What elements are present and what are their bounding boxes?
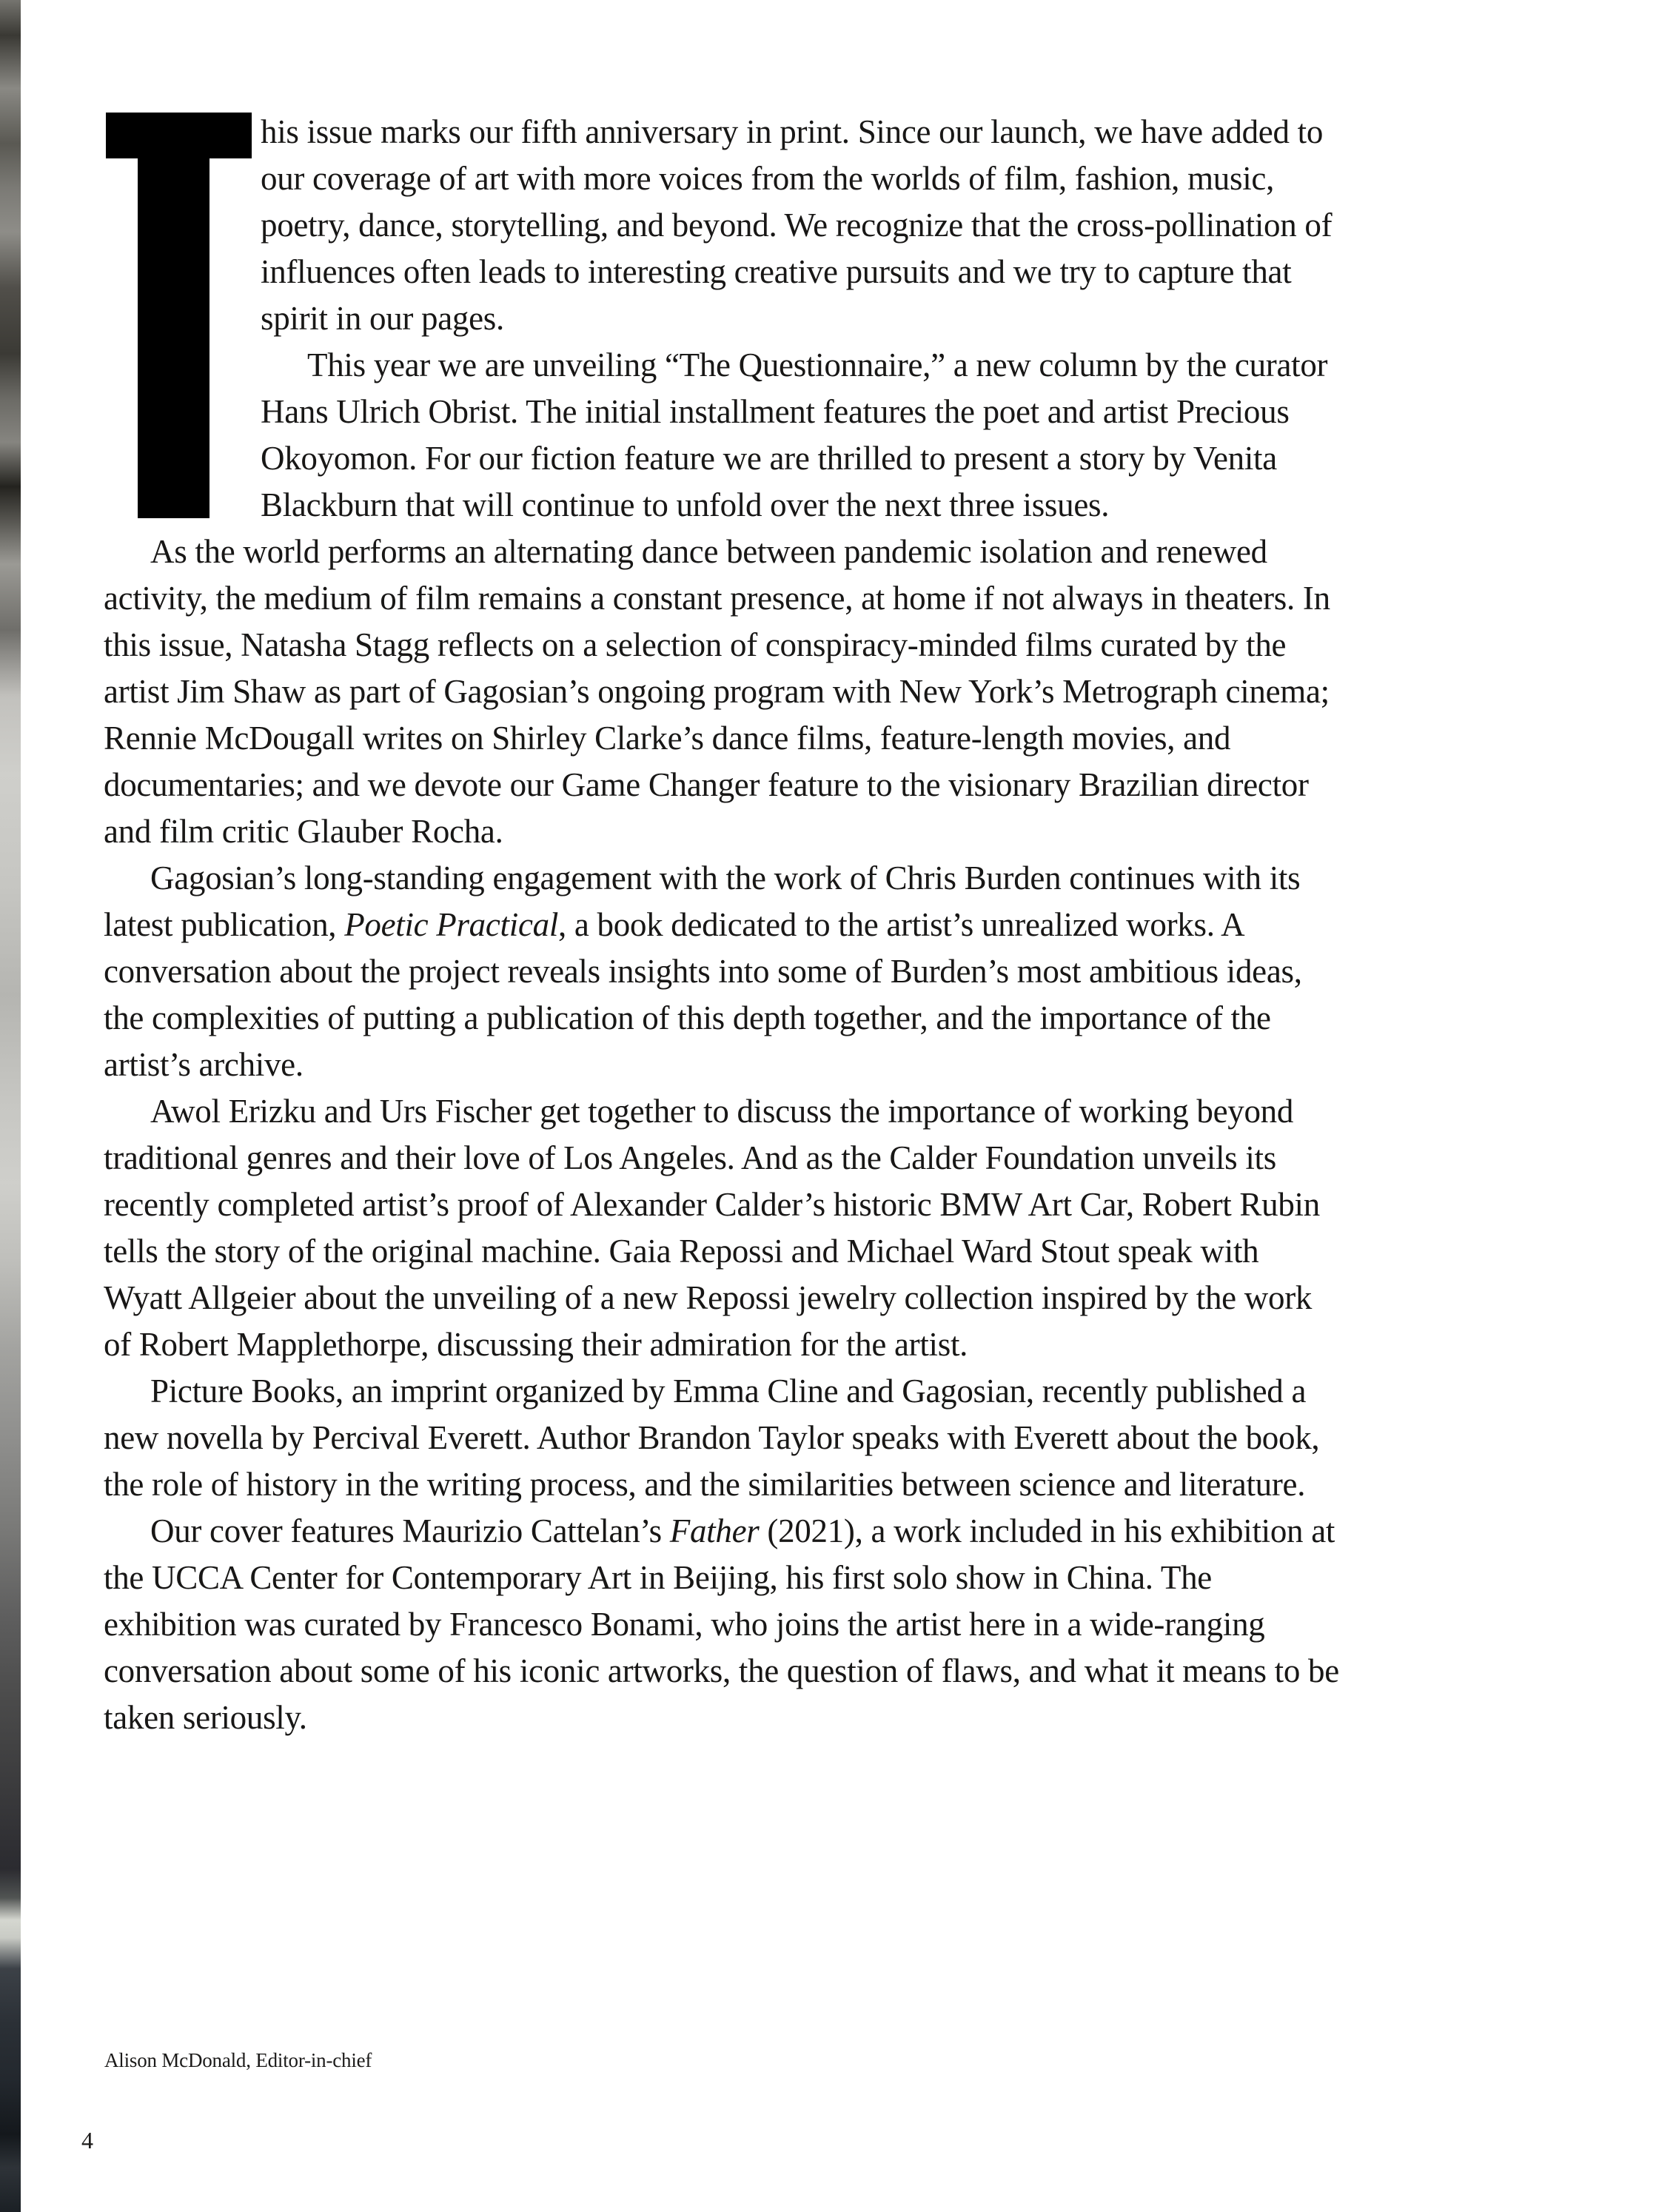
body-paragraph [104, 855, 1341, 1088]
text-segment: (2021), a work included in his exhibition at the UCCA Center for Contemporary Art in Beijing, his first solo show in China. The exhibition was curated by Francesco Bonami, who joins the artist here in a wide-ranging conversation about some of his iconic artworks, the question of flaws, and what it means to be taken seriously. [104, 1512, 1339, 1736]
text-segment: Picture Books, an imprint organized by Emma Cline and Gagosian, recently published a new novella by Percival Everett. Author Brandon Taylor speaks with Everett about the book, the role of history in the writing process, and the similarities between science and literature. [104, 1373, 1320, 1503]
left-edge-photo-strip [0, 0, 21, 2212]
body-paragraph [104, 529, 1341, 855]
body-paragraph [104, 1088, 1341, 1368]
text-segment: , a book dedicated to the artist’s unrealized works. A conversation about the project reveals insights into some of Burden’s most ambitious ideas, the complexities of putting a publication of this depth together, and the importance of the artist’s archive. [104, 906, 1302, 1083]
text-segment: This year we are unveiling “The Questionnaire,” a new column by the curator Hans Ulrich Obrist. The initial installment features the poet and artist Precious Okoyomon. For our fiction feature we are thrilled to present a story by Venita Blackburn that will continue to unfold over the next three issues. [261, 346, 1328, 523]
editor-letter-body [104, 109, 1341, 1741]
body-paragraph [104, 1368, 1341, 1508]
drop-cap-stem [138, 113, 210, 518]
text-segment: his issue marks our fifth anniversary in print. Since our launch, we have added to our coverage of art with more voices from the worlds of film, fashion, music, poetry, dance, storytelling, and beyond. We recognize that the cross-pollination of influences often leads to interesting creative pursuits and we try to capture that spirit in our pages. [261, 113, 1333, 337]
editor-signature: Alison McDonald, Editor-in-chief [104, 2049, 372, 2071]
drop-cap-T [104, 109, 261, 524]
text-segment: Awol Erizku and Urs Fischer get together to discuss the importance of working beyond traditional genres and their love of Los Angeles. And as the Calder Foundation unveils its recently completed artist’s proof of Alexander Calder’s historic BMW Art Car, Robert Rubin tells the story of the original machine. Gaia Repossi and Michael Ward Stout speak with Wyatt Allgeier about the unveiling of a new Repossi jewelry collection inspired by the work of Robert Mapplethorpe, discussing their admiration for the artist. [104, 1093, 1320, 1363]
body-paragraph [104, 342, 1341, 529]
body-paragraph [104, 1508, 1341, 1741]
text-segment: Our cover features Maurizio Cattelan’s [150, 1512, 670, 1549]
italic-text-segment: Poetic Practical [344, 906, 559, 943]
text-segment: Gagosian’s long-standing engagement with the work of Chris Burden continues with its latest publication, [104, 859, 1301, 943]
page-number: 4 [81, 2127, 93, 2154]
body-paragraph [104, 109, 1341, 342]
italic-text-segment: Father [669, 1512, 760, 1549]
letter-paragraphs [104, 109, 1341, 1741]
text-segment: As the world performs an alternating dance between pandemic isolation and renewed activity, the medium of film remains a constant presence, at home if not always in theaters. In this issue, Natasha Stagg reflects on a selection of conspiracy-minded films curated by the artist Jim Shaw as part of Gagosian’s ongoing program with New York’s Metrograph cinema; Rennie McDougall writes on Shirley Clarke’s dance films, feature-length movies, and documentaries; and we devote our Game Changer feature to the visionary Brazilian director and film critic Glauber Rocha. [104, 533, 1330, 850]
